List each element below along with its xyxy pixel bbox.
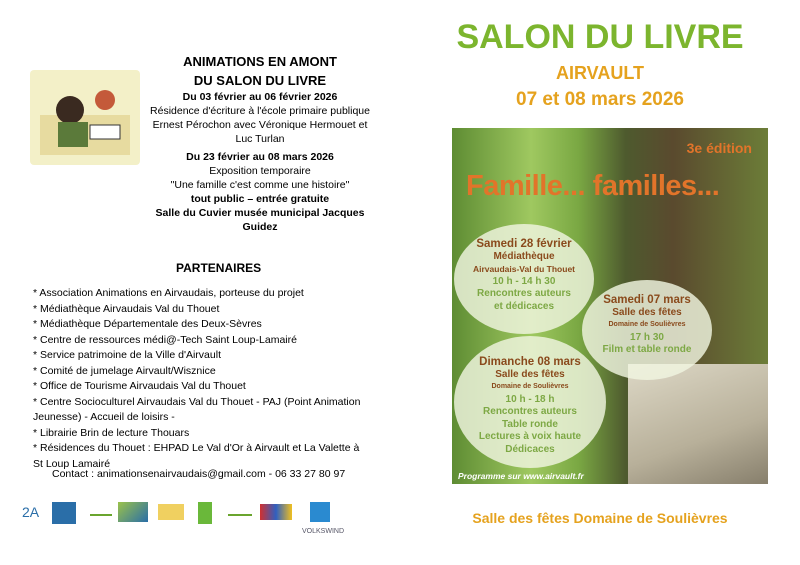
partner-item: * Comité de jumelage Airvault/Wisznice xyxy=(33,364,216,377)
event2-line2: "Une famille c'est comme une histoire" xyxy=(170,179,350,191)
day1-bubble xyxy=(454,224,594,334)
logo-centre-socio xyxy=(198,502,212,524)
salon-title: SALON DU LIVRE xyxy=(456,18,744,56)
partner-item: * Service patrimoine de la Ville d'Airvault xyxy=(33,349,221,361)
event1-dates: Du 03 février au 06 février 2026 xyxy=(182,91,338,103)
event-poster xyxy=(452,128,768,484)
partner-item: * Médiathèque Départementale des Deux-Sèvres xyxy=(33,318,262,330)
day3-act1: Rencontres auteurs xyxy=(483,406,577,417)
partner-logos xyxy=(22,500,352,545)
event2-dates: Du 23 février au 08 mars 2026 xyxy=(186,151,334,163)
logo-mediatheque xyxy=(158,504,184,520)
day3-date: Dimanche 08 mars xyxy=(479,356,581,368)
poster-theme: Famille... familles... xyxy=(466,170,720,202)
program-link: Programme sur www.airvault.fr xyxy=(458,471,584,481)
day2-place2: Domaine de Soulièvres xyxy=(608,321,686,328)
day3-bubble xyxy=(454,336,606,468)
day1-act1: Rencontres auteurs xyxy=(477,288,571,299)
logo-2a: 2A xyxy=(22,504,40,520)
day3-place: Salle des fêtes xyxy=(495,368,565,380)
event2-line1: Exposition temporaire xyxy=(209,165,311,177)
day3-act3: Lectures à voix haute xyxy=(478,431,582,442)
partner-item: * Centre de ressources médi@-Tech Saint Loup-Lamairé xyxy=(33,333,297,346)
logo-deux-sevres xyxy=(52,502,76,524)
event2-place: Salle du Cuvier musée municipal Jacques Guidez xyxy=(155,207,365,233)
partner-item: * Association Animations en Airvaudais, porteuse du projet xyxy=(33,287,304,299)
logo-jumelage xyxy=(260,504,292,520)
logo-airvaudais xyxy=(90,506,112,516)
pre-events-title-2: DU SALON DU LIVRE xyxy=(193,73,327,88)
books-image xyxy=(628,364,768,484)
contact-info: Contact : animationsenairvaudais@gmail.com - 06 33 27 80 97 xyxy=(52,468,346,480)
partners-heading: PARTENAIRES xyxy=(176,261,262,275)
partner-item: * Médiathèque Airvaudais Val du Thouet xyxy=(33,302,220,315)
day2-time: 17 h 30 xyxy=(630,331,664,343)
venue: Salle des fêtes Domaine de Soulièvres xyxy=(472,510,728,526)
day2-place: Salle des fêtes xyxy=(612,306,682,318)
day3-time: 10 h - 18 h xyxy=(505,393,555,405)
day3-act2: Table ronde xyxy=(502,418,558,430)
day3-place2: Domaine de Soulièvres xyxy=(491,383,569,390)
event1-desc: Résidence d'écriture à l'école primaire publique Ernest Pérochon avec Véronique Hermouet et Luc Turlan xyxy=(150,105,370,145)
event2-public: tout public – entrée gratuite xyxy=(190,193,330,205)
partner-item: * Office de Tourisme Airvaudais Val du Thouet xyxy=(33,380,246,392)
partners-list xyxy=(33,286,363,472)
day3-act4: Dédicaces xyxy=(505,443,555,455)
salon-town: AIRVAULT xyxy=(556,63,644,83)
day1-place: Médiathèque xyxy=(493,250,555,262)
partner-item: * Résidences du Thouet : EHPAD Le Val d'Or à Airvault et La Valette à St Loup Lamairé xyxy=(33,442,360,470)
family-reading-illustration xyxy=(30,70,140,165)
poster-edition: 3e édition xyxy=(686,140,752,156)
day1-date: Samedi 28 février xyxy=(476,238,572,250)
day2-date: Samedi 07 mars xyxy=(603,294,691,306)
logo-airvault xyxy=(118,502,148,522)
salon-dates: 07 et 08 mars 2026 xyxy=(516,89,684,110)
day2-act1: Film et table ronde xyxy=(602,344,692,355)
logo-val-du-thouet xyxy=(228,506,252,516)
partner-item: * Librairie Brin de lecture Thouars xyxy=(33,426,190,439)
day1-place2: Airvaudais-Val du Thouet xyxy=(472,264,576,274)
pre-events-title-1: ANIMATIONS EN AMONT xyxy=(183,54,337,69)
day1-act2: et dédicaces xyxy=(493,300,555,312)
logo-volkswind: VOLKSWIND xyxy=(302,528,345,535)
logo-med-dep xyxy=(310,502,330,522)
pre-events-section xyxy=(150,52,370,234)
day1-time: 10 h - 14 h 30 xyxy=(492,275,556,287)
partner-item: * Centre Socioculturel Airvaudais Val du Thouet - PAJ (Point Animation Jeunesse) - Accueil de loisirs - xyxy=(33,395,361,423)
